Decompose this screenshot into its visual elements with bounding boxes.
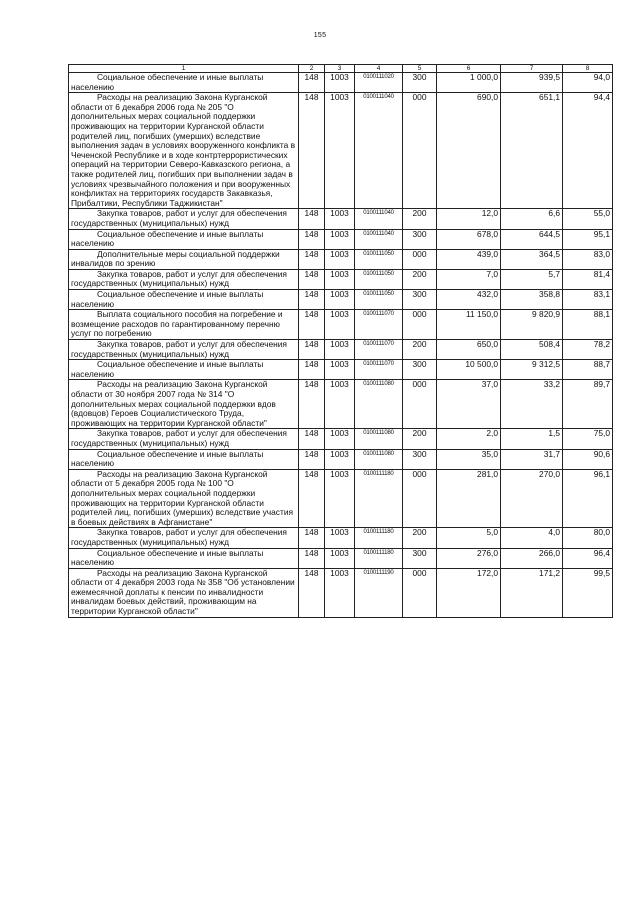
target-code-cell: 0100111080 <box>355 449 403 469</box>
table-row <box>69 528 613 548</box>
ministry-code-cell: 148 <box>299 73 325 93</box>
expense-name-cell: Закупка товаров, работ и услуг для обеспечения государственных (муниципальных) нужд <box>69 269 299 289</box>
executed-amount-cell: 9 820,9 <box>501 310 563 340</box>
execution-percent-cell: 95,1 <box>563 229 613 249</box>
target-code-cell: 0100111180 <box>355 528 403 548</box>
ministry-code-cell: 148 <box>299 469 325 528</box>
target-code-cell: 0100111070 <box>355 340 403 360</box>
execution-percent-cell: 88,7 <box>563 360 613 380</box>
ministry-code-cell: 148 <box>299 360 325 380</box>
table-row <box>69 269 613 289</box>
planned-amount-cell: 37,0 <box>437 380 501 429</box>
execution-percent-cell: 99,5 <box>563 568 613 617</box>
expense-type-cell: 000 <box>403 568 437 617</box>
expense-type-cell: 000 <box>403 93 437 209</box>
expense-name-cell: Социальное обеспечение и иные выплаты населению <box>69 73 299 93</box>
expense-type-cell: 200 <box>403 340 437 360</box>
ministry-code-cell: 148 <box>299 93 325 209</box>
expense-name-cell: Расходы на реализацию Закона Курганской области от 5 декабря 2005 года № 100 "О дополнительных мерах социальной поддержки проживающих на территории Курганской области родителей лиц, погибших (умерших) вследствие участия в боевых действиях в Афганистане" <box>69 469 299 528</box>
executed-amount-cell: 358,8 <box>501 290 563 310</box>
expense-name-cell: Расходы на реализацию Закона Курганской области от 30 ноября 2007 года № 314 "О дополнительных мерах социальной поддержки вдов (вдовцов) Героев Социалистического Труда, проживающих на территории Курганской области" <box>69 380 299 429</box>
ministry-code-cell: 148 <box>299 380 325 429</box>
table-body <box>69 73 613 618</box>
expense-type-cell: 200 <box>403 528 437 548</box>
executed-amount-cell: 171,2 <box>501 568 563 617</box>
planned-amount-cell: 11 150,0 <box>437 310 501 340</box>
target-code-cell: 0100111050 <box>355 290 403 310</box>
planned-amount-cell: 10 500,0 <box>437 360 501 380</box>
ministry-code-cell: 148 <box>299 568 325 617</box>
ministry-code-cell: 148 <box>299 209 325 229</box>
executed-amount-cell: 644,5 <box>501 229 563 249</box>
column-header: 2 <box>299 65 325 73</box>
execution-percent-cell: 90,6 <box>563 449 613 469</box>
target-code-cell: 0100111180 <box>355 548 403 568</box>
section-code-cell: 1003 <box>325 548 355 568</box>
section-code-cell: 1003 <box>325 449 355 469</box>
execution-percent-cell: 55,0 <box>563 209 613 229</box>
column-header: 6 <box>437 65 501 73</box>
expense-name-cell: Социальное обеспечение и иные выплаты населению <box>69 548 299 568</box>
expense-name-cell: Расходы на реализацию Закона Курганской области от 4 декабря 2003 года № 358 "Об установлении ежемесячной доплаты к пенсии по инвалидности инвалидам боевых действий, проживающим на территории Курганской области" <box>69 568 299 617</box>
planned-amount-cell: 690,0 <box>437 93 501 209</box>
table-row <box>69 229 613 249</box>
executed-amount-cell: 4,0 <box>501 528 563 548</box>
executed-amount-cell: 508,4 <box>501 340 563 360</box>
target-code-cell: 0100111050 <box>355 269 403 289</box>
planned-amount-cell: 172,0 <box>437 568 501 617</box>
expense-type-cell: 000 <box>403 310 437 340</box>
section-code-cell: 1003 <box>325 310 355 340</box>
section-code-cell: 1003 <box>325 360 355 380</box>
executed-amount-cell: 31,7 <box>501 449 563 469</box>
section-code-cell: 1003 <box>325 290 355 310</box>
target-code-cell: 0100111020 <box>355 73 403 93</box>
planned-amount-cell: 650,0 <box>437 340 501 360</box>
section-code-cell: 1003 <box>325 340 355 360</box>
execution-percent-cell: 81,4 <box>563 269 613 289</box>
table-row <box>69 429 613 449</box>
expense-name-cell: Закупка товаров, работ и услуг для обеспечения государственных (муниципальных) нужд <box>69 528 299 548</box>
column-header: 4 <box>355 65 403 73</box>
executed-amount-cell: 364,5 <box>501 249 563 269</box>
planned-amount-cell: 5,0 <box>437 528 501 548</box>
ministry-code-cell: 148 <box>299 340 325 360</box>
target-code-cell: 0100111040 <box>355 93 403 209</box>
target-code-cell: 0100111080 <box>355 429 403 449</box>
execution-percent-cell: 80,0 <box>563 528 613 548</box>
execution-percent-cell: 96,4 <box>563 548 613 568</box>
section-code-cell: 1003 <box>325 269 355 289</box>
expense-type-cell: 300 <box>403 290 437 310</box>
expense-type-cell: 000 <box>403 380 437 429</box>
ministry-code-cell: 148 <box>299 269 325 289</box>
table-row <box>69 380 613 429</box>
execution-percent-cell: 83,0 <box>563 249 613 269</box>
table-row <box>69 360 613 380</box>
expense-name-cell: Социальное обеспечение и иные выплаты населению <box>69 449 299 469</box>
expense-type-cell: 200 <box>403 429 437 449</box>
executed-amount-cell: 33,2 <box>501 380 563 429</box>
executed-amount-cell: 9 312,5 <box>501 360 563 380</box>
expense-type-cell: 300 <box>403 229 437 249</box>
execution-percent-cell: 96,1 <box>563 469 613 528</box>
planned-amount-cell: 276,0 <box>437 548 501 568</box>
table-row <box>69 249 613 269</box>
table-row <box>69 93 613 209</box>
table-row <box>69 340 613 360</box>
target-code-cell: 0100111190 <box>355 568 403 617</box>
table-row <box>69 568 613 617</box>
planned-amount-cell: 7,0 <box>437 269 501 289</box>
executed-amount-cell: 651,1 <box>501 93 563 209</box>
executed-amount-cell: 266,0 <box>501 548 563 568</box>
column-header: 3 <box>325 65 355 73</box>
target-code-cell: 0100111040 <box>355 209 403 229</box>
column-header: 1 <box>69 65 299 73</box>
planned-amount-cell: 439,0 <box>437 249 501 269</box>
table-header-row <box>69 65 613 73</box>
column-header: 8 <box>563 65 613 73</box>
ministry-code-cell: 148 <box>299 310 325 340</box>
budget-table <box>68 64 613 618</box>
ministry-code-cell: 148 <box>299 290 325 310</box>
ministry-code-cell: 148 <box>299 429 325 449</box>
planned-amount-cell: 2,0 <box>437 429 501 449</box>
executed-amount-cell: 939,5 <box>501 73 563 93</box>
planned-amount-cell: 678,0 <box>437 229 501 249</box>
ministry-code-cell: 148 <box>299 249 325 269</box>
execution-percent-cell: 94,0 <box>563 73 613 93</box>
executed-amount-cell: 1,5 <box>501 429 563 449</box>
execution-percent-cell: 83,1 <box>563 290 613 310</box>
section-code-cell: 1003 <box>325 528 355 548</box>
expense-type-cell: 000 <box>403 469 437 528</box>
section-code-cell: 1003 <box>325 249 355 269</box>
expense-name-cell: Закупка товаров, работ и услуг для обеспечения государственных (муниципальных) нужд <box>69 209 299 229</box>
execution-percent-cell: 78,2 <box>563 340 613 360</box>
table-row <box>69 310 613 340</box>
expense-type-cell: 000 <box>403 249 437 269</box>
expense-name-cell: Социальное обеспечение и иные выплаты населению <box>69 360 299 380</box>
expense-type-cell: 200 <box>403 209 437 229</box>
target-code-cell: 0100111040 <box>355 229 403 249</box>
execution-percent-cell: 89,7 <box>563 380 613 429</box>
expense-name-cell: Дополнительные меры социальной поддержки инвалидов по зрению <box>69 249 299 269</box>
expense-name-cell: Расходы на реализацию Закона Курганской области от 6 декабря 2006 года № 205 "О дополнительных мерах социальной поддержки проживающих на территории Курганской области родителей лиц, погибших (умерших) вследствие выполнения задач в условиях вооруженного конфликта в Чеченской Республике и в ходе контртеррористических операций на территории Северо-Кавказского региона, а также родителей лиц, погибших при выполнении задач в условиях чрезвычайного положения и при вооруженных конфликтах на территориях государств Закавказья, Прибалтики, Республики Таджикистан" <box>69 93 299 209</box>
planned-amount-cell: 281,0 <box>437 469 501 528</box>
table-row <box>69 290 613 310</box>
ministry-code-cell: 148 <box>299 528 325 548</box>
expense-type-cell: 300 <box>403 548 437 568</box>
executed-amount-cell: 270,0 <box>501 469 563 528</box>
section-code-cell: 1003 <box>325 93 355 209</box>
planned-amount-cell: 1 000,0 <box>437 73 501 93</box>
target-code-cell: 0100111070 <box>355 310 403 340</box>
expense-type-cell: 300 <box>403 360 437 380</box>
page-number: 155 <box>313 32 327 39</box>
planned-amount-cell: 432,0 <box>437 290 501 310</box>
table-row <box>69 548 613 568</box>
section-code-cell: 1003 <box>325 469 355 528</box>
expense-name-cell: Социальное обеспечение и иные выплаты населению <box>69 290 299 310</box>
table-row <box>69 449 613 469</box>
executed-amount-cell: 5,7 <box>501 269 563 289</box>
column-header: 5 <box>403 65 437 73</box>
executed-amount-cell: 6,6 <box>501 209 563 229</box>
target-code-cell: 0100111070 <box>355 360 403 380</box>
execution-percent-cell: 94,4 <box>563 93 613 209</box>
section-code-cell: 1003 <box>325 380 355 429</box>
table-row <box>69 73 613 93</box>
expense-type-cell: 300 <box>403 73 437 93</box>
table-row <box>69 469 613 528</box>
expense-name-cell: Закупка товаров, работ и услуг для обеспечения государственных (муниципальных) нужд <box>69 429 299 449</box>
expense-type-cell: 200 <box>403 269 437 289</box>
table-row <box>69 209 613 229</box>
section-code-cell: 1003 <box>325 229 355 249</box>
target-code-cell: 0100111080 <box>355 380 403 429</box>
planned-amount-cell: 12,0 <box>437 209 501 229</box>
section-code-cell: 1003 <box>325 429 355 449</box>
target-code-cell: 0100111180 <box>355 469 403 528</box>
expense-type-cell: 300 <box>403 449 437 469</box>
section-code-cell: 1003 <box>325 568 355 617</box>
ministry-code-cell: 148 <box>299 229 325 249</box>
expense-name-cell: Закупка товаров, работ и услуг для обеспечения государственных (муниципальных) нужд <box>69 340 299 360</box>
execution-percent-cell: 88,1 <box>563 310 613 340</box>
planned-amount-cell: 35,0 <box>437 449 501 469</box>
ministry-code-cell: 148 <box>299 548 325 568</box>
section-code-cell: 1003 <box>325 73 355 93</box>
target-code-cell: 0100111050 <box>355 249 403 269</box>
expense-name-cell: Социальное обеспечение и иные выплаты населению <box>69 229 299 249</box>
column-header: 7 <box>501 65 563 73</box>
section-code-cell: 1003 <box>325 209 355 229</box>
execution-percent-cell: 75,0 <box>563 429 613 449</box>
expense-name-cell: Выплата социального пособия на погребение и возмещение расходов по гарантированному перечню услуг по погребению <box>69 310 299 340</box>
ministry-code-cell: 148 <box>299 449 325 469</box>
